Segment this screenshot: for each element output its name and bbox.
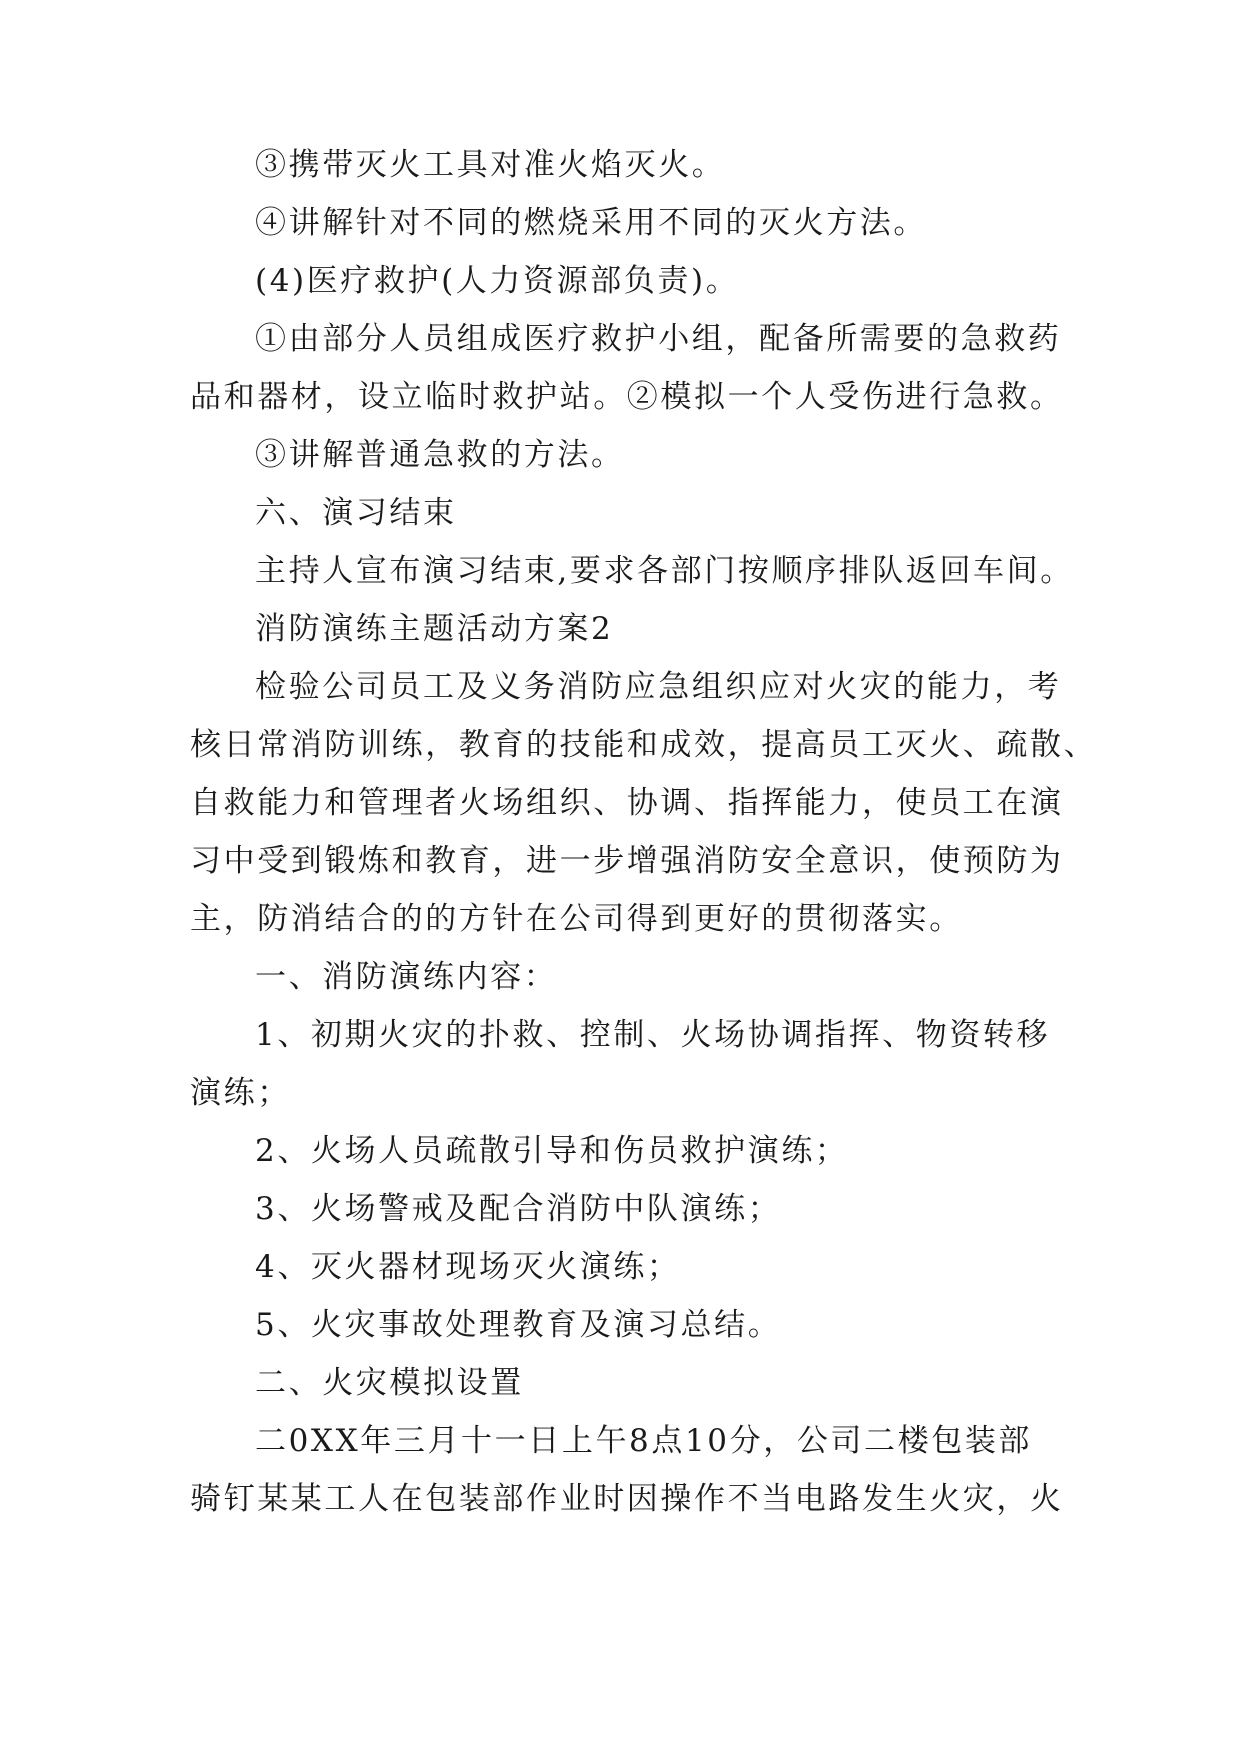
text-line: 核日常消防训练，教育的技能和成效，提高员工灭火、疏散、: [190, 727, 1098, 763]
text-line: ④讲解针对不同的燃烧采用不同的灭火方法。: [255, 205, 927, 241]
section-heading: 二、火灾模拟设置: [255, 1365, 524, 1401]
text-line: ③讲解普通急救的方法。: [255, 437, 625, 473]
text-line: ③携带灭火工具对准火焰灭火。: [255, 147, 726, 183]
text-line: 检验公司员工及义务消防应急组织应对火灾的能力，考: [255, 669, 1062, 705]
text-line: 骑钉某某工人在包装部作业时因操作不当电路发生火灾，火: [190, 1481, 1064, 1517]
text-line: 主，防消结合的的方针在公司得到更好的贯彻落实。: [190, 901, 963, 937]
text-line: 自救能力和管理者火场组织、协调、指挥能力，使员工在演: [190, 785, 1064, 821]
document-title: 消防演练主题活动方案2: [255, 611, 614, 647]
text-line: ①由部分人员组成医疗救护小组，配备所需要的急救药: [255, 321, 1062, 357]
text-line: 主持人宣布演习结束,要求各部门按顺序排队返回车间。: [255, 553, 1074, 589]
list-item: 5、火灾事故处理教育及演习总结。: [255, 1307, 782, 1343]
list-item: 2、火场人员疏散引导和伤员救护演练；: [255, 1133, 849, 1169]
list-item-continuation: 演练；: [190, 1075, 291, 1111]
text-line: 品和器材，设立临时救护站。②模拟一个人受伤进行急救。: [190, 379, 1064, 415]
section-heading: 一、消防演练内容：: [255, 959, 558, 995]
text-line: (4)医疗救护(人力资源部负责)。: [255, 263, 740, 299]
list-item: 3、火场警戒及配合消防中队演练；: [255, 1191, 782, 1227]
text-line: 习中受到锻炼和教育，进一步增强消防安全意识，使预防为: [190, 843, 1064, 879]
list-item: 1、初期火灾的扑救、控制、火场协调指挥、物资转移: [255, 1017, 1051, 1053]
text-line: 二0XX年三月十一日上午8点10分，公司二楼包装部: [255, 1423, 1033, 1459]
section-heading: 六、演习结束: [255, 495, 457, 531]
list-item: 4、灭火器材现场灭火演练；: [255, 1249, 681, 1285]
